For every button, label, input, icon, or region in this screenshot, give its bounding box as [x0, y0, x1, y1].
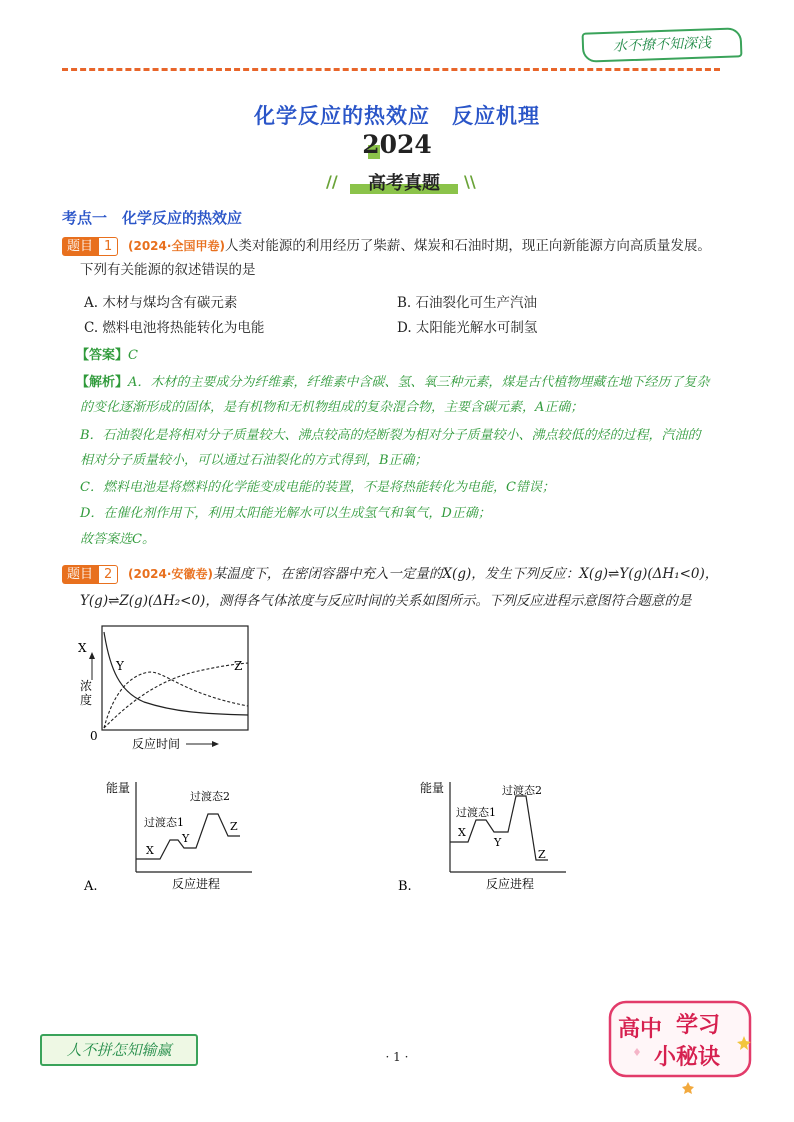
x-axis-label: 反应时间 — [132, 737, 181, 751]
question-stem-text: 某温度下，在密闭容器中充入一定量的X(g)，发生下列反应：X(g)⇌Y(g)(ΔH₁<0)， — [212, 566, 719, 582]
analysis-line-5: C．燃料电池是将燃料的化学能变成电能的装置，不是将热能转化为电能，C错误； — [80, 480, 555, 495]
label-z: Z — [230, 820, 238, 833]
question-number: 2 — [98, 565, 118, 584]
analysis-line-7: 故答案选C。 — [80, 532, 155, 547]
y-axis-label: 能量 — [106, 781, 131, 795]
badge-text-1: 高中 — [618, 1017, 663, 1042]
curve-z — [104, 663, 248, 728]
y-axis-label: 浓度 — [80, 679, 93, 707]
badge-text-3: 小秘诀 — [654, 1045, 721, 1070]
x-axis-arrowhead — [212, 741, 219, 747]
transition-state-2: 过渡态2 — [502, 784, 542, 797]
star-icon — [682, 1082, 694, 1094]
question-source: (2024·安徽卷) — [128, 567, 213, 581]
label-x: X — [146, 844, 154, 857]
question-1-stem-2: 下列有关能源的叙述错误的是 — [80, 262, 256, 278]
label-z: Z — [538, 848, 546, 861]
y-axis-label: 能量 — [420, 781, 445, 795]
knowledge-point-title: 考点一 化学反应的热效应 — [62, 209, 243, 227]
curve-x — [104, 632, 248, 715]
concentration-time-graph — [74, 620, 254, 754]
analysis-text: A．木材的主要成分为纤维素，纤维素中含碳、氢、氧三种元素，煤是古代植物埋藏在地下经历了复杂 — [128, 375, 710, 390]
answer-tag: 【答案】 — [76, 348, 129, 363]
slash-decoration-left: // — [326, 172, 338, 191]
curve-y — [104, 672, 248, 728]
analysis-line-6: D．在催化剂作用下，利用太阳能光解水可以生成氢气和氧气，D正确； — [80, 506, 491, 521]
label-x: X — [458, 826, 466, 839]
section-banner — [326, 168, 476, 196]
analysis-line-3: B．石油裂化是将相对分子质量较大、沸点较高的烃断裂为相对分子质量较小、沸点较低的烃的过程，汽油的 — [80, 428, 701, 443]
question-source: (2024·全国甲卷) — [128, 239, 225, 253]
question-label-text: 题目 — [62, 565, 98, 584]
option-letter: A. — [84, 879, 98, 894]
page-number: · 1 · — [385, 1050, 409, 1064]
option-letter: B. — [398, 879, 412, 894]
energy-diagram-b — [394, 776, 574, 896]
analysis-line-2: 的变化逐渐形成的固体，是有机物和无机物组成的复杂混合物，主要含碳元素，A正确； — [80, 400, 584, 415]
question-1-stem — [128, 236, 711, 256]
question-2-label — [62, 565, 118, 584]
question-2-stem-2: Y(g)⇌Z(g)(ΔH₂<0)，测得各气体浓度与反应时间的关系如图所示。下列反应进程示意图符合题意的是 — [80, 593, 692, 609]
slash-decoration-right: \\ — [464, 172, 476, 191]
header-divider — [62, 68, 720, 71]
question-number: 1 — [98, 237, 118, 256]
option-b: B. 石油裂化可生产汽油 — [397, 295, 538, 311]
section-title: 高考真题 — [368, 173, 440, 194]
question-1-label — [62, 237, 118, 256]
origin-label: 0 — [90, 729, 98, 743]
label-y: Y — [182, 832, 190, 845]
x-axis-label: 反应进程 — [486, 877, 535, 891]
transition-state-2: 过渡态2 — [190, 790, 230, 803]
x-axis-label: 反应进程 — [172, 877, 221, 891]
analysis-line-4: 相对分子质量较小，可以通过石油裂化的方式得到，B正确； — [80, 453, 428, 468]
footer-motto: 人不拼怎知输赢 — [40, 1034, 198, 1066]
label-y: Y — [494, 836, 502, 849]
series-label-y: Y — [116, 659, 124, 673]
option-a: A. 木材与煤均含有碳元素 — [84, 295, 238, 311]
page-title: 化学反应的热效应 反应机理 — [254, 104, 540, 128]
answer-line — [76, 346, 138, 366]
badge-text-2: 学习 — [676, 1013, 721, 1038]
transition-state-1: 过渡态1 — [144, 816, 184, 829]
answer-value: C — [128, 348, 138, 363]
question-label-text: 题目 — [62, 237, 98, 256]
y-axis-arrowhead — [89, 652, 95, 659]
series-label-z: Z — [234, 659, 243, 673]
option-d: D. 太阳能光解水可制氢 — [397, 320, 538, 336]
study-tips-badge — [604, 996, 760, 1096]
question-stem-text: 人类对能源的利用经历了柴薪、煤炭和石油时期，现正向新能源方向高质量发展。 — [224, 238, 711, 254]
year-heading: 2024 — [362, 130, 432, 159]
analysis-tag: 【解析】 — [76, 375, 129, 390]
series-label-x: X — [78, 641, 87, 655]
header-motto: 水不撩不知深浅 — [582, 27, 743, 63]
transition-state-1: 过渡态1 — [456, 806, 496, 819]
question-2-stem — [128, 564, 718, 584]
option-c: C. 燃料电池将热能转化为电能 — [84, 320, 265, 336]
analysis-line-1 — [76, 373, 709, 393]
energy-diagram-a — [80, 776, 260, 896]
